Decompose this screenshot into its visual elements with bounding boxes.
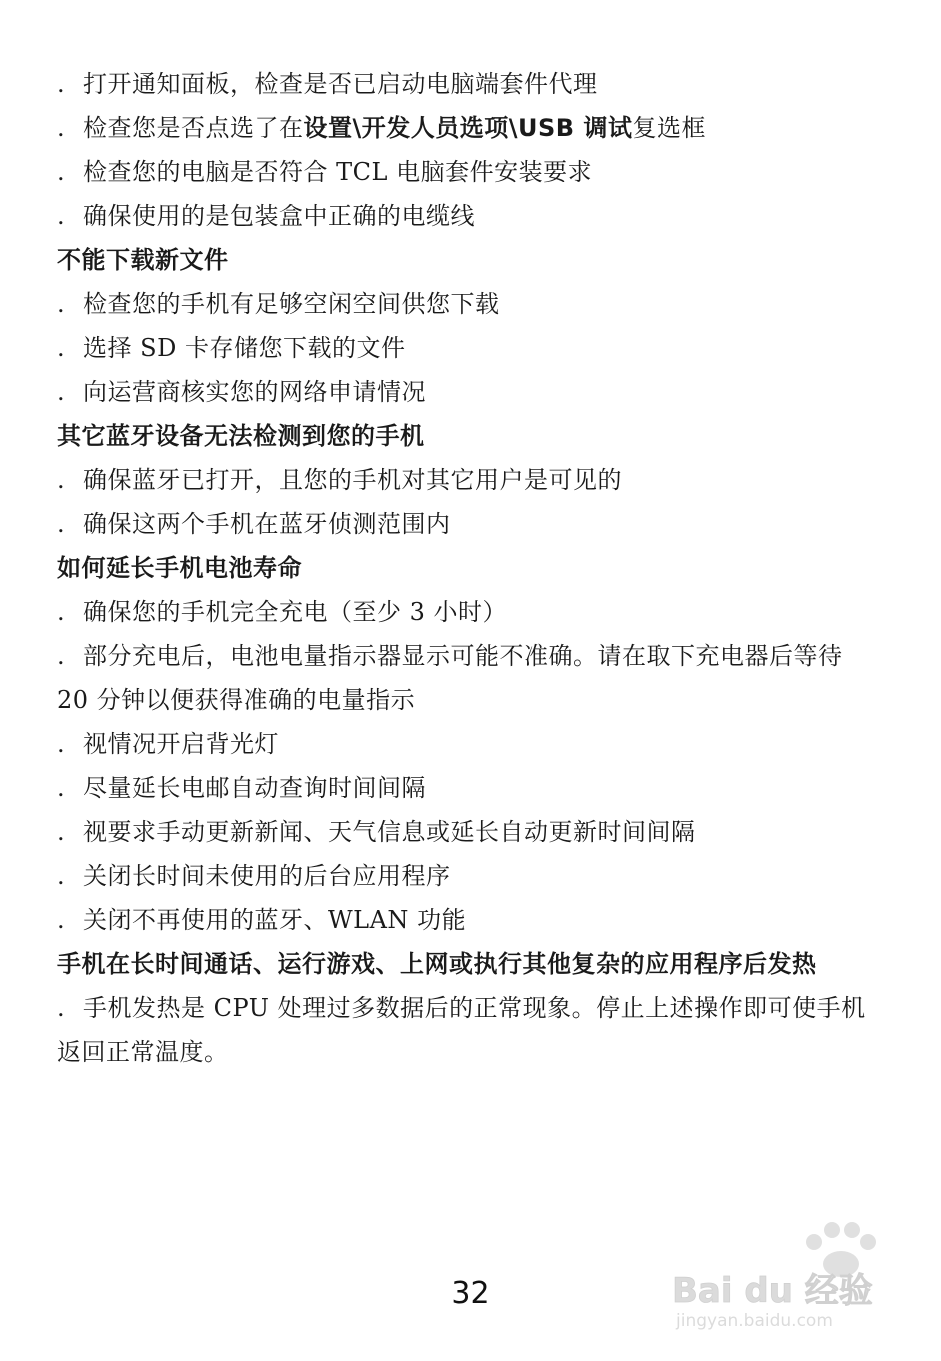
- bullet: .: [57, 70, 66, 98]
- bullet: .: [57, 290, 66, 318]
- list-item: [57, 62, 897, 106]
- list-item-text: 确保使用的是包装盒中正确的电缆线: [83, 202, 475, 230]
- bullet: .: [57, 862, 66, 890]
- list-item: [57, 150, 897, 194]
- bullet: .: [57, 774, 66, 802]
- settings-path: 设置\开发人员选项\USB 调试: [303, 114, 633, 142]
- bullet: .: [57, 994, 66, 1022]
- list-item: [57, 502, 897, 546]
- page-number: 32: [451, 1276, 490, 1311]
- bullet: .: [57, 598, 66, 626]
- paw-logo-icon: [806, 1222, 876, 1277]
- list-item: [57, 458, 897, 502]
- section-heading: 手机在长时间通话、运行游戏、上网或执行其他复杂的应用程序后发热: [57, 950, 817, 978]
- list-item: [57, 106, 897, 150]
- bullet: .: [57, 378, 66, 406]
- list-item-text: 关闭长时间未使用的后台应用程序: [83, 862, 451, 890]
- watermark-url: jingyan.baidu.com: [676, 1311, 833, 1331]
- list-item-text: 关闭不再使用的蓝牙、WLAN 功能: [83, 906, 467, 934]
- list-item: [57, 634, 897, 678]
- list-item-text: 检查您的手机有足够空闲空间供您下载: [83, 290, 500, 318]
- list-item-continuation: 返回正常温度。: [57, 1038, 229, 1066]
- bullet: .: [57, 202, 66, 230]
- bullet: .: [57, 730, 66, 758]
- bullet: .: [57, 906, 66, 934]
- section-heading: 如何延长手机电池寿命: [57, 554, 302, 582]
- bullet: .: [57, 466, 66, 494]
- list-item: [57, 282, 897, 326]
- list-item-continuation: 20 分钟以便获得准确的电量指示: [57, 686, 416, 714]
- list-item-text: 视要求手动更新新闻、天气信息或延长自动更新时间间隔: [83, 818, 696, 846]
- section-heading: 其它蓝牙设备无法检测到您的手机: [57, 422, 425, 450]
- list-item: [57, 194, 897, 238]
- manual-page: [57, 62, 897, 1074]
- bullet: .: [57, 642, 66, 670]
- list-item-text: 手机发热是 CPU 处理过多数据后的正常现象。停止上述操作即可使手机: [83, 994, 866, 1022]
- list-item: [57, 370, 897, 414]
- baidu-jingyan-watermark: [668, 1218, 898, 1333]
- list-item-text: 视情况开启背光灯: [83, 730, 279, 758]
- bullet: .: [57, 818, 66, 846]
- list-item: [57, 326, 897, 370]
- list-item: [57, 986, 897, 1030]
- bullet: .: [57, 158, 66, 186]
- watermark-brand: Bai du 经验: [672, 1271, 873, 1311]
- list-item-text: 检查您的电脑是否符合 TCL 电脑套件安装要求: [83, 158, 593, 186]
- list-item: [57, 810, 897, 854]
- list-item: [57, 766, 897, 810]
- bullet: .: [57, 334, 66, 362]
- list-item-text: 确保蓝牙已打开，且您的手机对其它用户是可见的: [83, 466, 622, 494]
- list-item-text: 部分充电后，电池电量指示器显示可能不准确。请在取下充电器后等待: [83, 642, 843, 670]
- list-item-text: 选择 SD 卡存储您下载的文件: [83, 334, 406, 362]
- bullet: .: [57, 510, 66, 538]
- list-item-text: 向运营商核实您的网络申请情况: [83, 378, 426, 406]
- section-heading: 不能下载新文件: [57, 246, 229, 274]
- list-item: [57, 898, 897, 942]
- list-item-text: 检查您是否点选了在: [83, 114, 304, 142]
- list-item: [57, 854, 897, 898]
- list-item: [57, 722, 897, 766]
- list-item-text: 复选框: [632, 114, 706, 142]
- bullet: .: [57, 114, 66, 142]
- list-item-text: 打开通知面板，检查是否已启动电脑端套件代理: [83, 70, 598, 98]
- list-item: [57, 590, 897, 634]
- list-item-text: 确保这两个手机在蓝牙侦测范围内: [83, 510, 451, 538]
- list-item-text: 确保您的手机完全充电（至少 3 小时）: [83, 598, 508, 626]
- list-item-text: 尽量延长电邮自动查询时间间隔: [83, 774, 426, 802]
